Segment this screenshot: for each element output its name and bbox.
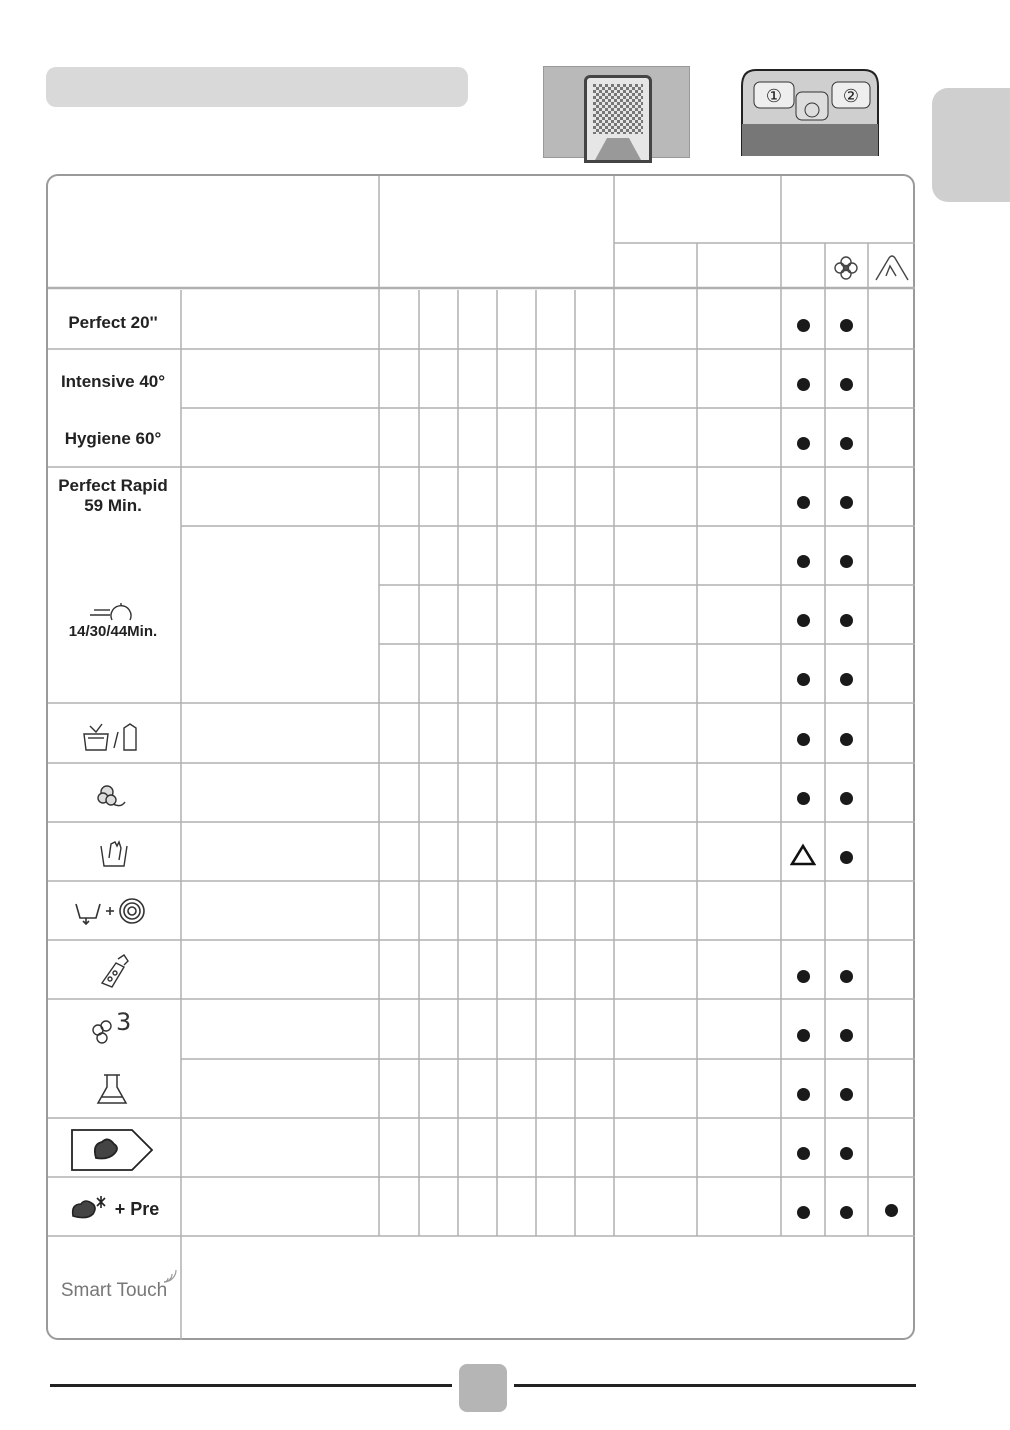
prewash-suffix: + Pre (114, 1199, 160, 1219)
dot-r5-c1 (797, 555, 810, 568)
dot-r9-c1 (797, 792, 810, 805)
dot-r9-c2 (840, 792, 853, 805)
smart-touch-logo (48, 1280, 180, 1302)
program-label-perfect-rapid-line2: 59 Min. (84, 496, 142, 515)
page-number-tab (459, 1364, 507, 1412)
dot-r4-c1 (797, 496, 810, 509)
dot-r3-c2 (840, 437, 853, 450)
dot-r14-c1 (797, 1088, 810, 1101)
dot-r5-c2 (840, 555, 853, 568)
bleach-icon (876, 256, 908, 280)
delicates-flower-icon (95, 780, 131, 812)
dot-r7-c1 (797, 673, 810, 686)
mixed-fabrics-icon (88, 1008, 138, 1048)
smart-touch-label: Smart Touch (60, 1280, 168, 1301)
nfc-signal-icon (162, 1268, 178, 1284)
dot-r7-c2 (840, 673, 853, 686)
stain-bottle-icon (96, 953, 130, 989)
dot-r13-c2 (840, 1029, 853, 1042)
dot-r8-c2 (840, 733, 853, 746)
dot-r16-c1 (797, 1206, 810, 1219)
dot-r16-c2 (840, 1206, 853, 1219)
svg-text:3: 3 (116, 1008, 132, 1036)
dot-r1-c1 (797, 319, 810, 332)
dot-r10-c2 (840, 851, 853, 864)
program-label-perfect-rapid (46, 470, 180, 522)
softener-flower-icon (835, 257, 857, 279)
program-label-rapid-14-30-44 (46, 592, 180, 652)
dot-r12-c1 (797, 970, 810, 983)
eco-cotton-icon (70, 1128, 156, 1172)
dot-r1-c2 (840, 319, 853, 332)
dot-r15-c1 (797, 1147, 810, 1160)
compartment-1-label: ① (765, 86, 783, 107)
triangle-r10-c1 (790, 843, 816, 867)
rapid-timer-icon (88, 602, 138, 622)
dot-r2-c1 (797, 378, 810, 391)
footer-line-right (514, 1384, 916, 1387)
dot-r6-c1 (797, 614, 810, 627)
chemistry-flask-icon (96, 1073, 130, 1107)
dot-r4-c2 (840, 496, 853, 509)
dot-r13-c1 (797, 1029, 810, 1042)
hand-wash-icon (99, 838, 129, 870)
program-label-perfect-20: Perfect 20'' (68, 313, 158, 332)
cotton-prewash-icon (67, 1194, 111, 1224)
program-label-intensive-40: Intensive 40° (60, 372, 166, 391)
program-label-perfect-rapid-line1: Perfect Rapid (58, 476, 168, 495)
dot-r12-c2 (840, 970, 853, 983)
dot-r14-c2 (840, 1088, 853, 1101)
program-label-hygiene-60: Hygiene 60° (64, 429, 162, 448)
compartment-2-label: ② (842, 86, 860, 107)
footer-line-left (50, 1384, 452, 1387)
program-label-cotton-prewash (46, 1188, 180, 1230)
dot-r3-c1 (797, 437, 810, 450)
dot-r16-c3 (885, 1204, 898, 1217)
dot-r6-c2 (840, 614, 853, 627)
program-label-rapid-text: 14/30/44Min. (68, 623, 158, 640)
dot-r2-c2 (840, 378, 853, 391)
rinse-spin-icon (74, 896, 154, 928)
wool-handwash-icon (82, 720, 146, 752)
dot-r15-c2 (840, 1147, 853, 1160)
dot-r8-c1 (797, 733, 810, 746)
